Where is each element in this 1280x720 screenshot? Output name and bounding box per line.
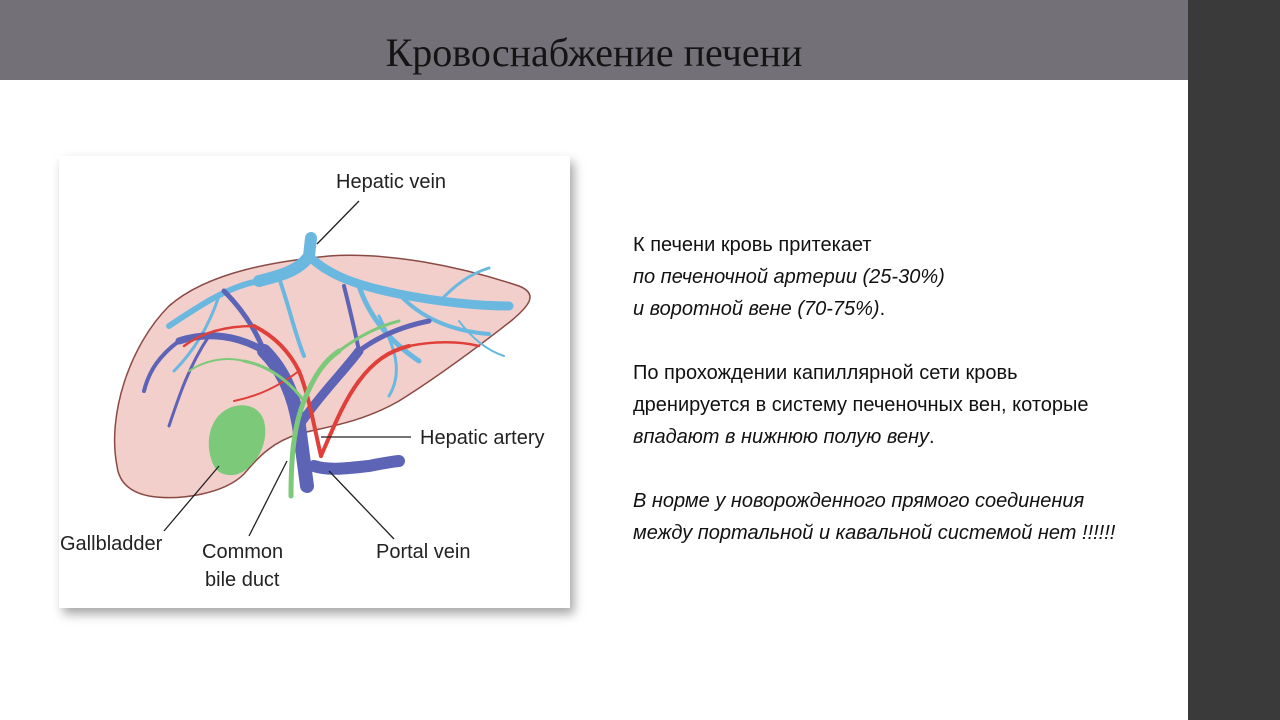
liver-blood-supply-diagram (59, 156, 570, 608)
p2-line1: По прохождении капиллярной сети кровь (633, 362, 1018, 384)
p1-line2: по печеночной артерии (25-30%) (633, 266, 945, 288)
p2-line3-end: . (929, 426, 935, 448)
label-gallbladder: Gallbladder (60, 533, 163, 555)
side-panel (1188, 0, 1280, 720)
p3-line2: между портальной и кавальной системой нет !!!!!! (633, 522, 1116, 544)
label-common-bile-duct-1: Common (202, 541, 284, 563)
label-portal-vein: Portal vein (376, 541, 471, 563)
liver-outline (115, 255, 530, 497)
paragraph-inflow (633, 229, 945, 325)
p1-line1: К печени кровь притекает (633, 234, 872, 256)
paragraph-drainage (633, 357, 1089, 453)
label-hepatic-artery: Hepatic artery (420, 427, 545, 449)
paragraph-newborn-note (633, 485, 1115, 549)
label-hepatic-vein: Hepatic vein (336, 171, 447, 193)
p1-line3: и воротной вене (70-75%) (633, 298, 880, 320)
label-common-bile-duct-2: bile duct (205, 569, 280, 591)
p2-line3: впадают в нижнюю полую вену (633, 426, 929, 448)
p3-line1: В норме у новорожденного прямого соединения (633, 490, 1085, 512)
p1-line3-end: . (879, 298, 886, 320)
slide-title: Кровоснабжение печени (385, 30, 803, 75)
p2-line2: дренируется в систему печеночных вен, которые (633, 394, 1089, 416)
